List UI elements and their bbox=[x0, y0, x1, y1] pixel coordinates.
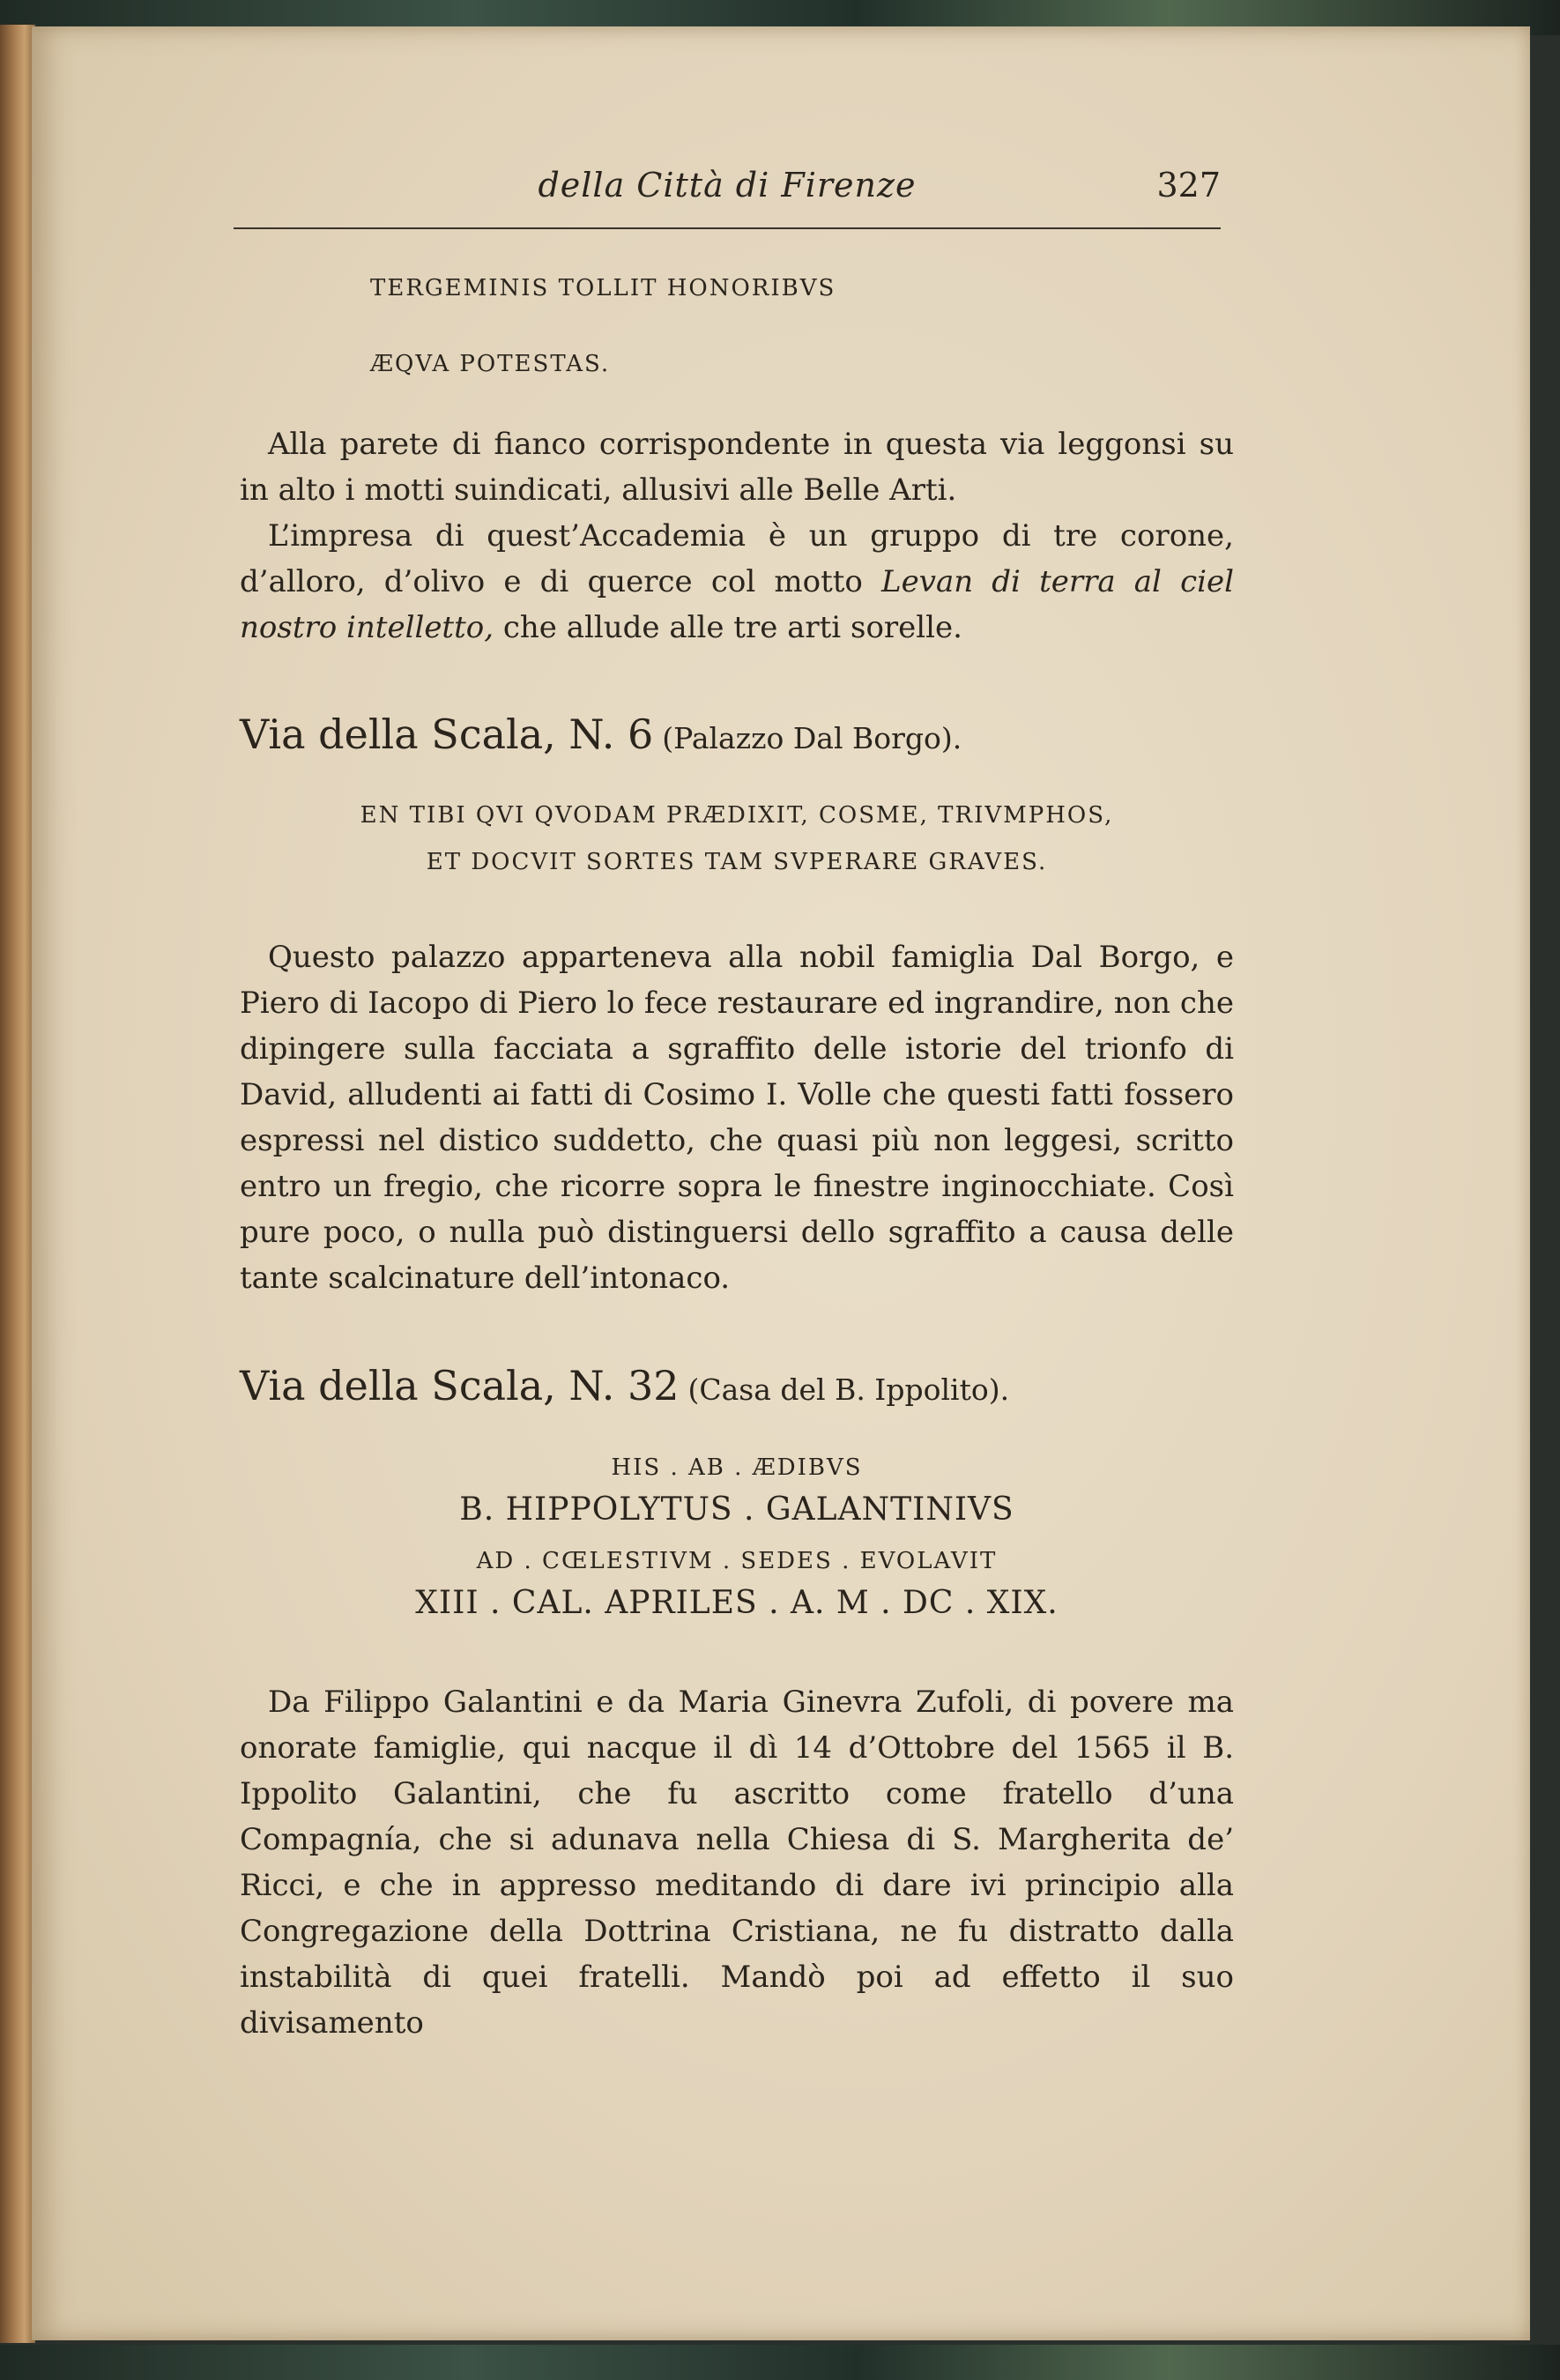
background-bottom bbox=[0, 2345, 1560, 2380]
heading-building: (Casa del B. Ippolito). bbox=[687, 1372, 1010, 1407]
impresa-motto: Levan di terra al ciel nostro intelletto, bbox=[240, 564, 1235, 645]
inscription-line-4: XIII . CAL. APRILES . A. M . DC . XIX. bbox=[415, 1585, 1059, 1621]
inscription-line-3: AD . CŒLESTIVM . SEDES . EVOLAVIT bbox=[476, 1548, 998, 1574]
impresa-text-end: che allude alle tre arti sorelle. bbox=[494, 610, 962, 645]
motto-line-2: ÆQVA POTESTAS. bbox=[370, 351, 611, 377]
page-number: 327 bbox=[1156, 166, 1221, 205]
heading-address: Via della Scala, N. 32 bbox=[240, 1362, 680, 1409]
inscription-line-2: ET DOCVIT SORTES TAM SVPERARE GRAVES. bbox=[426, 849, 1048, 875]
paragraph-palazzo-dal-borgo: Questo palazzo apparteneva alla nobil famiglia Dal Borgo, e Piero di Iacopo di Piero lo fece restaurare ed ingrandire, non che dipingere sulla facciata a sgraffito delle istorie del trionfo di David, alludenti ai fatti di Cosimo I. Volle che questi fatti fossero espressi nel distico suddetto, che quasi più non leggesi, scritto entro un fregio, che ricorre sopra le finestre inginocchiate. Così pure poco, o nulla può distinguersi dello sgraffito a causa delle tante scalcinature dell’intonaco. bbox=[240, 940, 1234, 1296]
paragraph-impresa bbox=[240, 513, 1234, 651]
book-binding bbox=[0, 25, 35, 2343]
running-head bbox=[234, 166, 1221, 229]
section-heading-scala-32 bbox=[240, 1362, 1234, 1409]
section-heading-scala-6 bbox=[240, 710, 1234, 758]
inscription-line-1: EN TIBI QVI QVODAM PRÆDIXIT, COSME, TRIVMPHOS, bbox=[360, 802, 1114, 829]
running-title: della Città di Firenze bbox=[538, 166, 917, 205]
motto-line-1: TERGEMINIS TOLLIT HONORIBVS bbox=[370, 275, 836, 301]
heading-building: (Palazzo Dal Borgo). bbox=[662, 721, 962, 755]
heading-address: Via della Scala, N. 6 bbox=[240, 710, 654, 758]
impresa-text: L’impresa di quest’Accademia è un gruppo di tre corone, d’alloro, d’olivo e di querce col motto bbox=[240, 518, 1234, 599]
paragraph-belle-arti: Alla parete di fianco corrispondente in questa via leggonsi su in alto i motti suindicati, allusivi alle Belle Arti. bbox=[240, 427, 1234, 508]
inscription-line-2: B. HIPPOLYTUS . GALANTINIVS bbox=[459, 1491, 1014, 1528]
paragraph-ippolito: Da Filippo Galantini e da Maria Ginevra Zufoli, di povere ma onorate famiglie, qui nacque il dì 14 d’Ottobre del 1565 il B. Ippolito Galantini, che fu ascritto come fratello d’una Compagnía, che si adunava nella Chiesa di S. Margherita de’ Ricci, e che in appresso meditando di dare ivi principio alla Congregazione della Dottrina Cristiana, ne fu distratto dalla instabilità di quei fratelli. Mandò poi ad effetto il suo divisamento bbox=[240, 1685, 1234, 2041]
inscription-line-1: HIS . AB . ÆDIBVS bbox=[611, 1454, 863, 1481]
